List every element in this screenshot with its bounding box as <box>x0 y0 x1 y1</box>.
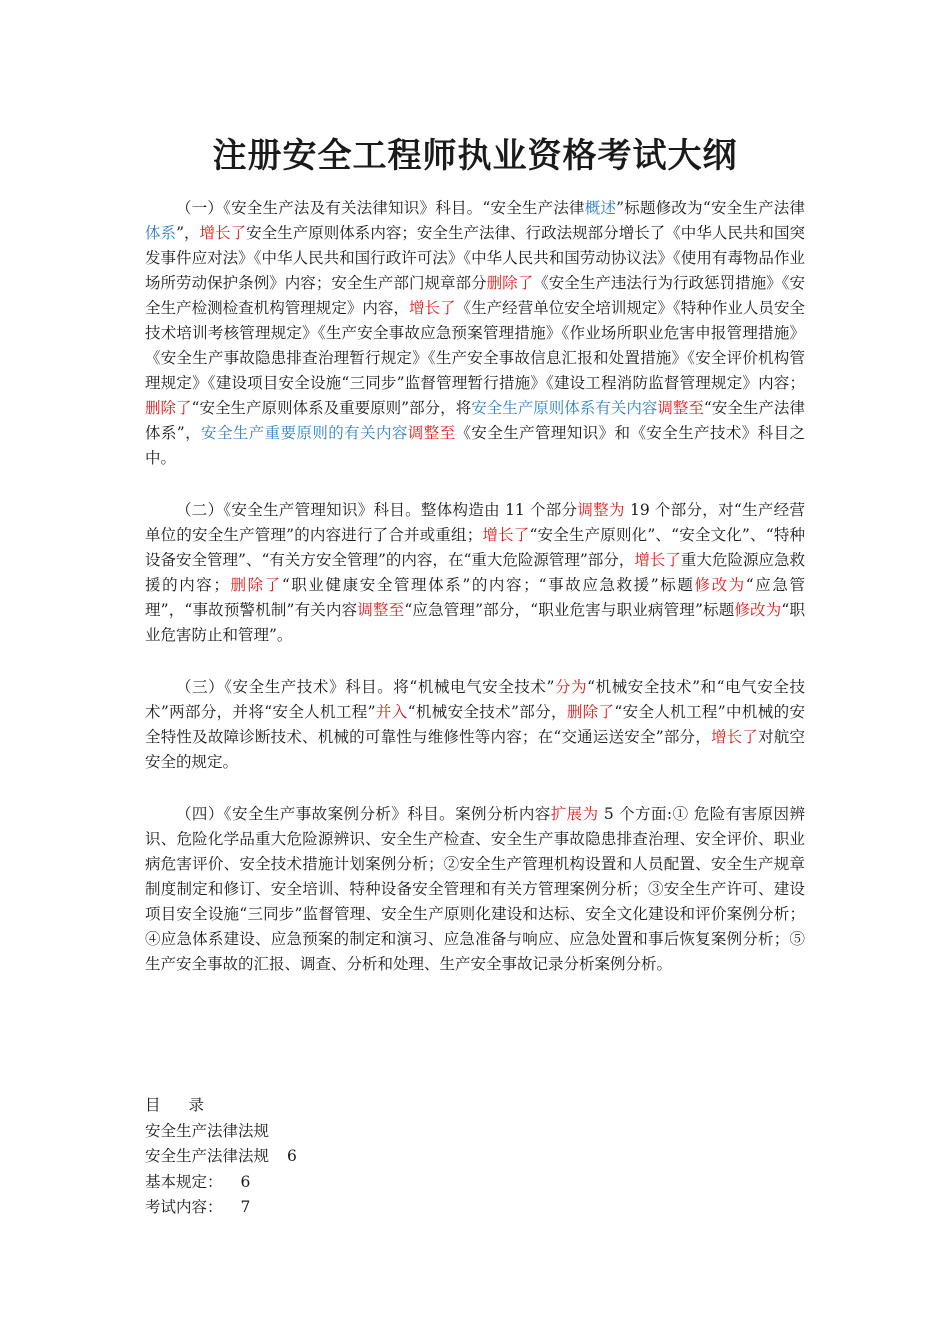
text-run: “职业危害防止和管理”。 <box>145 601 805 644</box>
paragraph-3 <box>145 675 805 775</box>
highlight-blue: 安全生产原则体系有关内容 <box>471 399 658 417</box>
text-run: 《安全生产违法行为行政惩罚措施》《安全生产检测检查机构管理规定》 <box>145 274 805 317</box>
highlight-red: 增长了 <box>710 728 759 746</box>
highlight-blue: 安全生产重要原则的有关内容 <box>201 424 408 442</box>
text-run: 5 个方面:① 危险有害原因辨识、危险化学品重大危险源辨识、安全生产检查、安全生产事故隐患排查治理、安全评价、职业病危害评价、安全技术措施计划案例分析；②安全生产管理机构设置和人员配置、安全生产规章制度制定和修订、安全培训、特种设备安全管理和有关方管理案例分析；③安全生产许可、建设项目安全设施“三同步”监督管理、安全生产原则化建设和达标、安全文化建设和评价案例分析；④应急体系建设、应急预案的制定和演习、应急准备与响应、应急处置和事后恢复案例分析；⑤生产安全事故的汇报、调查、分析和处理、生产安全事故记录分析案例分析。 <box>145 805 805 973</box>
highlight-red: 增长了 <box>199 224 247 242</box>
highlight-red: 调整至 <box>357 601 405 619</box>
highlight-red: 并入 <box>375 703 408 721</box>
text-run: 19 个部分，对“生产经营单位的安全生产管理”的内容进行了合并或重组； <box>145 501 805 544</box>
toc-entry[interactable]: 基本规定： 6 <box>145 1172 251 1191</box>
text-run: “机械安全技术”部分， <box>407 703 567 721</box>
text-run: “职业健康安全管理体系”的内容；“事故应急救援”标题 <box>281 576 695 594</box>
table-of-contents <box>145 1093 297 1221</box>
highlight-red: 修改为 <box>694 576 746 594</box>
highlight-red: 调整至 <box>407 424 456 442</box>
text-run: “机械安全技术”和“电气安全技术”两部分，并将“安全人机工程” <box>145 678 805 721</box>
text-run: “安全生产原则体系及重要原则”部分，将 <box>191 399 472 417</box>
paragraph-4 <box>145 802 805 977</box>
highlight-red: 调整为 <box>577 501 625 519</box>
highlight-red: 扩展为 <box>550 805 599 823</box>
highlight-red: 删除了 <box>486 274 534 292</box>
highlight-red: 增长了 <box>482 526 530 544</box>
text-run: 重大危险源应急救援的内容； <box>145 551 805 594</box>
highlight-blue: 概述 <box>584 199 617 217</box>
text-run: ”， <box>176 224 200 242</box>
text-run: “安全人机工程”中机械的安全特性及故障诊断技术、机械的可靠性与维修性等内容；在“交通运送安全”部分， <box>145 703 805 746</box>
text-run: “应急管理”，“事故预警机制”有关内容 <box>145 576 805 619</box>
highlight-red: 调整至 <box>657 399 704 417</box>
text-run: ”标题修改为“安全生产法律 <box>616 199 805 217</box>
highlight-red: 增长了 <box>634 551 681 569</box>
text-run: “安全生产原则化”、“安全文化”、“特种设备安全管理”、“有关方安全管理”的内容，在“重大危险源管理”部分， <box>145 526 805 569</box>
text-run: （二）《安全生产管理知识》科目。整体构造由 11 个部分 <box>176 501 578 519</box>
highlight-red: 修改为 <box>734 601 782 619</box>
text-run: （一）《安全生产法及有关法律知识》科目。“安全生产法律 <box>176 199 585 217</box>
paragraph-2 <box>145 498 805 648</box>
toc-entry[interactable]: 考试内容： 7 <box>145 1198 251 1216</box>
toc-entry[interactable]: 安全生产法律法规 <box>145 1121 270 1140</box>
text-run: （四）《安全生产事故案例分析》科目。案例分析内容 <box>176 805 551 823</box>
text-run: 《生产经营单位安全培训规定》《特种作业人员安全技术培训考核管理规定》《生产安全事故应急预案管理措施》《作业场所职业危害申报管理措施》《安全生产事故隐患排查治理暂行规定》《生产安全事故信息汇报和处置措施》《安全评价机构管理规定》《建设项目安全设施“三同步”监督管理暂行措施》《建设工程消防监督管理规定》内容； <box>145 299 805 392</box>
text-run: （三）《安全生产技术》科目。将“机械电气安全技术” <box>176 678 555 696</box>
document-body <box>145 196 805 1004</box>
highlight-red: 增长了 <box>409 299 456 317</box>
highlight-red: 删除了 <box>566 703 615 721</box>
text-run: 内容， <box>362 299 409 317</box>
text-run: 对航空安全的规定。 <box>145 728 805 771</box>
highlight-red: 删除了 <box>145 399 192 417</box>
toc-heading: 目 录 <box>145 1096 205 1114</box>
paragraph-1 <box>145 196 805 471</box>
text-run: 安全生产原则体系内容；安全生产法律、行政法规部分增长了《中华人民共和国突发事件应对法》《中华人民共和国行政许可法》《中华人民共和国劳动协议法》《使用有毒物品作业场所劳动保护条例》内容；安全生产部门规章部分 <box>145 224 805 292</box>
text-run: 《安全生产管理知识》和《安全生产技术》科目之中。 <box>145 424 805 467</box>
text-run: “应急管理”部分，“职业危害与职业病管理”标题 <box>404 601 735 619</box>
document-title: 注册安全工程师执业资格考试大纲 <box>212 136 738 176</box>
toc-entry[interactable]: 安全生产法律法规 6 <box>145 1147 297 1165</box>
text-run: “安全生产法律体系”， <box>145 399 805 442</box>
highlight-red: 删除了 <box>228 576 282 594</box>
highlight-blue: 体系 <box>145 224 177 242</box>
highlight-red: 分为 <box>554 678 588 696</box>
